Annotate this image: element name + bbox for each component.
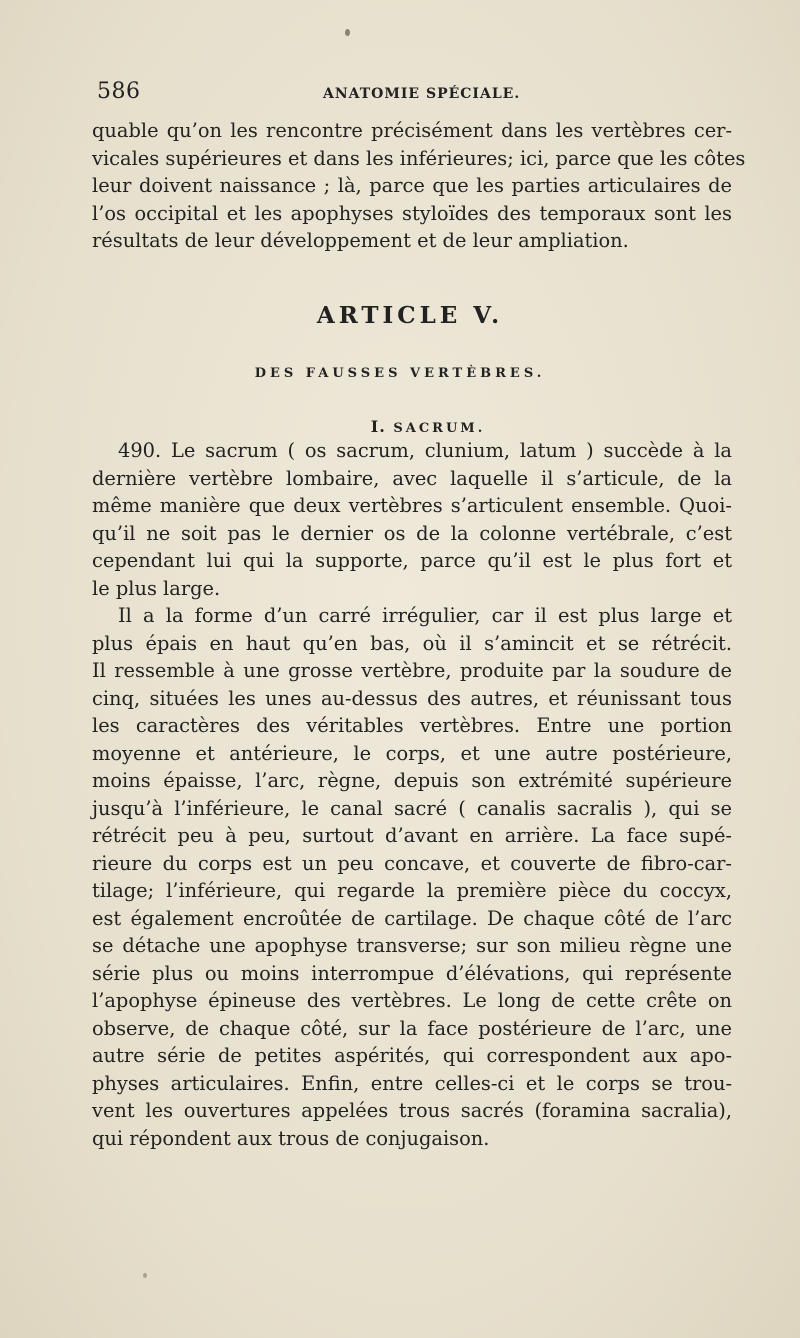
text-line: observe, de chaque côté, sur la face postérieure de l’arc, une (92, 1016, 732, 1040)
text-line: autre série de petites aspérités, qui correspondent aux apo- (92, 1044, 732, 1067)
text-line: quable qu’on les rencontre précisément dans les vertèbres cer- (92, 119, 732, 142)
text-line: rieure du corps est un peu concave, et couverte de fibro-car- (92, 851, 732, 875)
text-line: cinq, situées les unes au-dessus des autres, et réunissant tous (92, 686, 732, 710)
text-line: est également encroûtée de cartilage. De chaque côté de l’arc (92, 906, 732, 930)
text-line: moyenne et antérieure, le corps, et une autre postérieure, (92, 741, 732, 765)
running-head: ANATOMIE SPÉCIALE. (323, 86, 521, 102)
text-line: même manière que deux vertèbres s’articulent ensemble. Quoi- (92, 494, 732, 517)
text-line: dernière vertèbre lombaire, avec laquelle il s’articule, de la (92, 466, 732, 490)
ink-spot (143, 1273, 147, 1278)
text-line: les caractères des véritables vertèbres. Entre une portion (92, 714, 732, 737)
text-line: leur doivent naissance ; là, parce que les parties articulaires de (92, 174, 732, 197)
text-line: vent les ouvertures appelées trous sacrés (foramina sacralia), (92, 1099, 732, 1122)
text-line: qui répondent aux trous de conjugaison. (92, 1126, 490, 1150)
text-line: série plus ou moins interrompue d’élévations, qui représente (92, 961, 732, 985)
subsection-number: I. (370, 417, 386, 436)
text-line: l’os occipital et les apophyses styloïdes des temporaux sont les (92, 201, 732, 225)
text-line: vicales supérieures et dans les inférieures; ici, parce que les côtes (92, 146, 746, 170)
body-text (92, 437, 732, 1152)
text-line: l’apophyse épineuse des vertèbres. Le long de cette crête on (92, 989, 732, 1012)
text-line: se détache une apophyse transverse; sur son milieu règne une (92, 934, 732, 957)
page-number: 586 (97, 79, 141, 104)
article-title: ARTICLE V. (316, 302, 504, 329)
text-line: qu’il ne soit pas le dernier os de la colonne vertébrale, c’est (92, 521, 732, 545)
subsection-name: SACRUM. (393, 421, 486, 436)
subsection-title (0, 417, 800, 436)
text-line: le plus large. (92, 576, 221, 600)
text-line: résultats de leur développement et de leur ampliation. (92, 229, 629, 252)
text-line: rétrécit peu à peu, surtout d’avant en arrière. La face supé- (92, 824, 732, 847)
text-line: 490. Le sacrum ( os sacrum, clunium, latum ) succède à la (118, 439, 732, 462)
text-line: cependant lui qui la supporte, parce qu’il est le plus fort et (92, 549, 732, 572)
text-line: Il ressemble à une grosse vertèbre, produite par la soudure de (92, 659, 732, 682)
section-title: DES FAUSSES VERTÈBRES. (254, 366, 546, 381)
text-line: plus épais en haut qu’en bas, où il s’amincit et se rétrécit. (92, 631, 732, 655)
top-paragraph (92, 117, 746, 255)
text-line: moins épaisse, l’arc, règne, depuis son extrémité supérieure (92, 769, 732, 792)
text-line: tilage; l’inférieure, qui regarde la première pièce du coccyx, (92, 879, 732, 902)
text-line: physes articulaires. Enfin, entre celles-ci et le corps se trou- (92, 1071, 732, 1095)
ink-spot (345, 29, 350, 36)
text-line: jusqu’à l’inférieure, le canal sacré ( canalis sacralis ), qui se (92, 796, 732, 820)
text-line: Il a la forme d’un carré irrégulier, car il est plus large et (118, 604, 732, 627)
page-header (97, 79, 697, 109)
